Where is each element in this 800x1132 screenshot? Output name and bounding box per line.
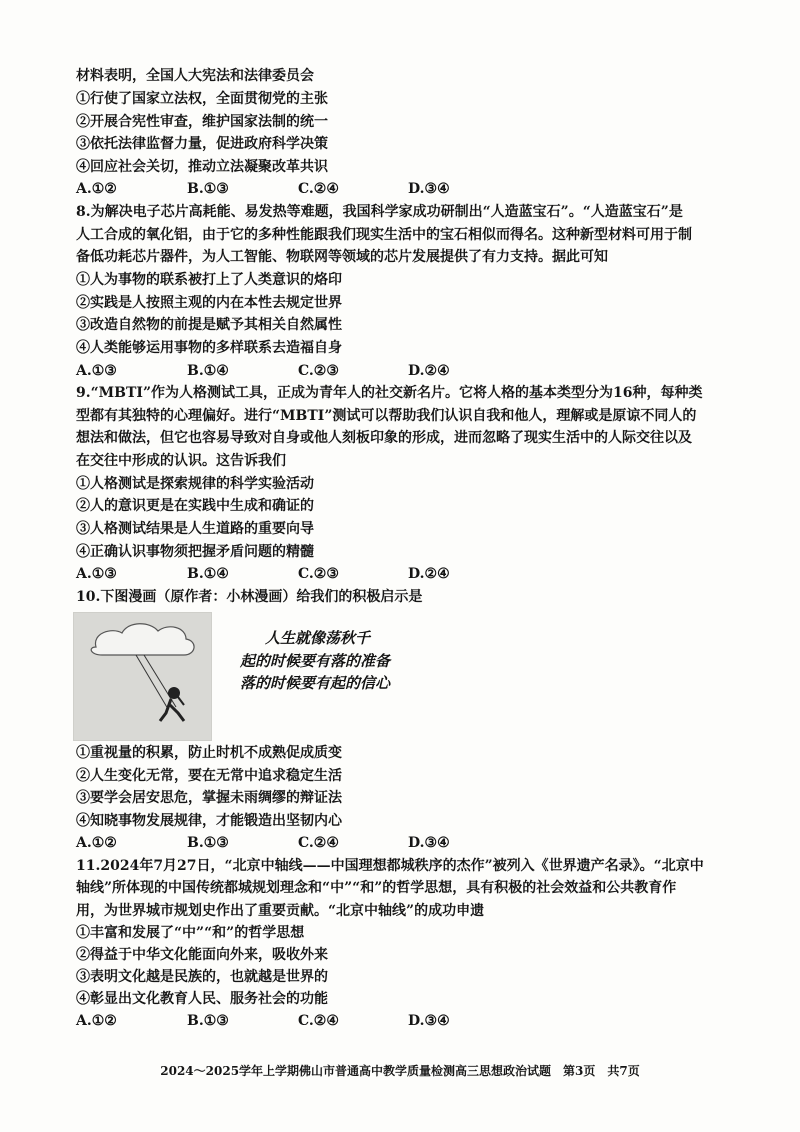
q8-choice-2: ②实践是人按照主观的内在本性去规定世界 bbox=[76, 295, 342, 311]
q7-choice-2: ②开展合宪性审查，维护国家法制的统一 bbox=[76, 114, 328, 130]
q10-option-b: B.①③ bbox=[187, 835, 229, 851]
q7-option-a: A.①② bbox=[76, 181, 117, 197]
q11-choice-1: ①丰富和发展了“中”“和”的哲学思想 bbox=[76, 925, 305, 941]
q8-choice-4: ④人类能够运用事物的多样联系去造福自身 bbox=[76, 340, 342, 356]
q10-option-d: D.③④ bbox=[408, 835, 450, 851]
q11-choice-3: ③表明文化越是民族的，也就越是世界的 bbox=[76, 969, 328, 985]
q9-stem-2: 型都有其独特的心理偏好。进行“MBTI”测试可以帮助我们认识自我和他人，理解或是原谅不同人的 bbox=[76, 408, 697, 424]
q11-stem-1: 11.2024年7月27日，“北京中轴线——中国理想都城秩序的杰作”被列入《世界遗产名录》。“北京中 bbox=[76, 858, 704, 874]
cartoon-caption-2: 起的时候要有落的准备 bbox=[240, 652, 391, 670]
q7-option-c: C.②④ bbox=[298, 181, 339, 197]
q8-option-a: A.①③ bbox=[76, 363, 117, 379]
q9-option-d: D.②④ bbox=[408, 566, 450, 582]
q10-choice-3: ③要学会居安思危，掌握未雨绸缪的辩证法 bbox=[76, 790, 342, 806]
q8-choice-3: ③改造自然物的前提是赋予其相关自然属性 bbox=[76, 317, 342, 333]
q11-option-c: C.②④ bbox=[298, 1013, 339, 1029]
page-footer: 2024～2025学年上学期佛山市普通高中教学质量检测高三思想政治试题 第3页 共7页 bbox=[160, 1064, 640, 1078]
q10-choice-4: ④知晓事物发展规律，才能锻造出坚韧内心 bbox=[76, 813, 342, 829]
q11-option-d: D.③④ bbox=[408, 1013, 450, 1029]
q7-option-d: D.③④ bbox=[408, 181, 450, 197]
q10-choice-2: ②人生变化无常，要在无常中追求稳定生活 bbox=[76, 768, 342, 784]
q9-stem-1: 9.“MBTI”作为人格测试工具，正成为青年人的社交新名片。它将人格的基本类型分为16种，每种类 bbox=[76, 385, 703, 401]
q11-choice-2: ②得益于中华文化能面向外来，吸收外来 bbox=[76, 947, 328, 963]
q11-option-a: A.①② bbox=[76, 1013, 117, 1029]
q11-option-b: B.①③ bbox=[187, 1013, 229, 1029]
q8-choice-1: ①人为事物的联系被打上了人类意识的烙印 bbox=[76, 272, 342, 288]
q8-option-c: C.②③ bbox=[298, 363, 339, 379]
q11-choice-4: ④彰显出文化教育人民、服务社会的功能 bbox=[76, 991, 328, 1007]
q10-option-a: A.①② bbox=[76, 835, 117, 851]
cartoon-image bbox=[73, 612, 212, 741]
q11-stem-3: 用，为世界城市规划史作出了重要贡献。“北京中轴线”的成功申遗 bbox=[76, 903, 485, 919]
q11-stem-2: 轴线”所体现的中国传统都城规划理念和“中”“和”的哲学思想，具有积极的社会效益和公共教育作 bbox=[76, 880, 677, 896]
q8-stem-2: 人工合成的氧化铝，由于它的多种性能跟我们现实生活中的宝石相似而得名。这种新型材料可用于制 bbox=[76, 227, 692, 243]
q9-choice-1: ①人格测试是探索规律的科学实验活动 bbox=[76, 476, 314, 492]
q9-stem-4: 在交往中形成的认识。这告诉我们 bbox=[76, 453, 286, 469]
q7-option-b: B.①③ bbox=[187, 181, 229, 197]
cartoon-caption-3: 落的时候要有起的信心 bbox=[240, 674, 391, 692]
q9-option-b: B.①④ bbox=[187, 566, 229, 582]
q8-stem-3: 备低功耗芯片器件，为人工智能、物联网等领域的芯片发展提供了有力支持。据此可知 bbox=[76, 249, 608, 265]
q8-stem-1: 8.为解决电子芯片高耗能、易发热等难题，我国科学家成功研制出“人造蓝宝石”。“人造蓝宝石”是 bbox=[76, 204, 683, 220]
q10-option-c: C.②④ bbox=[298, 835, 339, 851]
q7-choice-1: ①行使了国家立法权，全面贯彻党的主张 bbox=[76, 91, 328, 107]
q7-choice-4: ④回应社会关切，推动立法凝聚改革共识 bbox=[76, 159, 328, 175]
q9-stem-3: 想法和做法，但它也容易导致对自身或他人刻板印象的形成，进而忽略了现实生活中的人际交往以及 bbox=[76, 430, 692, 446]
q9-option-a: A.①③ bbox=[76, 566, 117, 582]
q8-option-d: D.②④ bbox=[408, 363, 450, 379]
q8-option-b: B.①④ bbox=[187, 363, 229, 379]
q10-choice-1: ①重视量的积累，防止时机不成熟促成质变 bbox=[76, 745, 342, 761]
q9-choice-4: ④正确认识事物须把握矛盾问题的精髓 bbox=[76, 544, 314, 560]
q9-choice-3: ③人格测试结果是人生道路的重要向导 bbox=[76, 521, 314, 537]
cartoon-caption-1: 人生就像荡秋千 bbox=[265, 629, 371, 647]
q10-stem: 10.下图漫画（原作者：小林漫画）给我们的积极启示是 bbox=[76, 589, 423, 605]
q7-choice-3: ③依托法律监督力量，促进政府科学决策 bbox=[76, 136, 328, 152]
q9-choice-2: ②人的意识更是在实践中生成和确证的 bbox=[76, 498, 314, 514]
swing-cartoon-icon bbox=[74, 613, 211, 740]
q9-option-c: C.②③ bbox=[298, 566, 339, 582]
q7-line-1: 材料表明，全国人大宪法和法律委员会 bbox=[76, 68, 314, 84]
